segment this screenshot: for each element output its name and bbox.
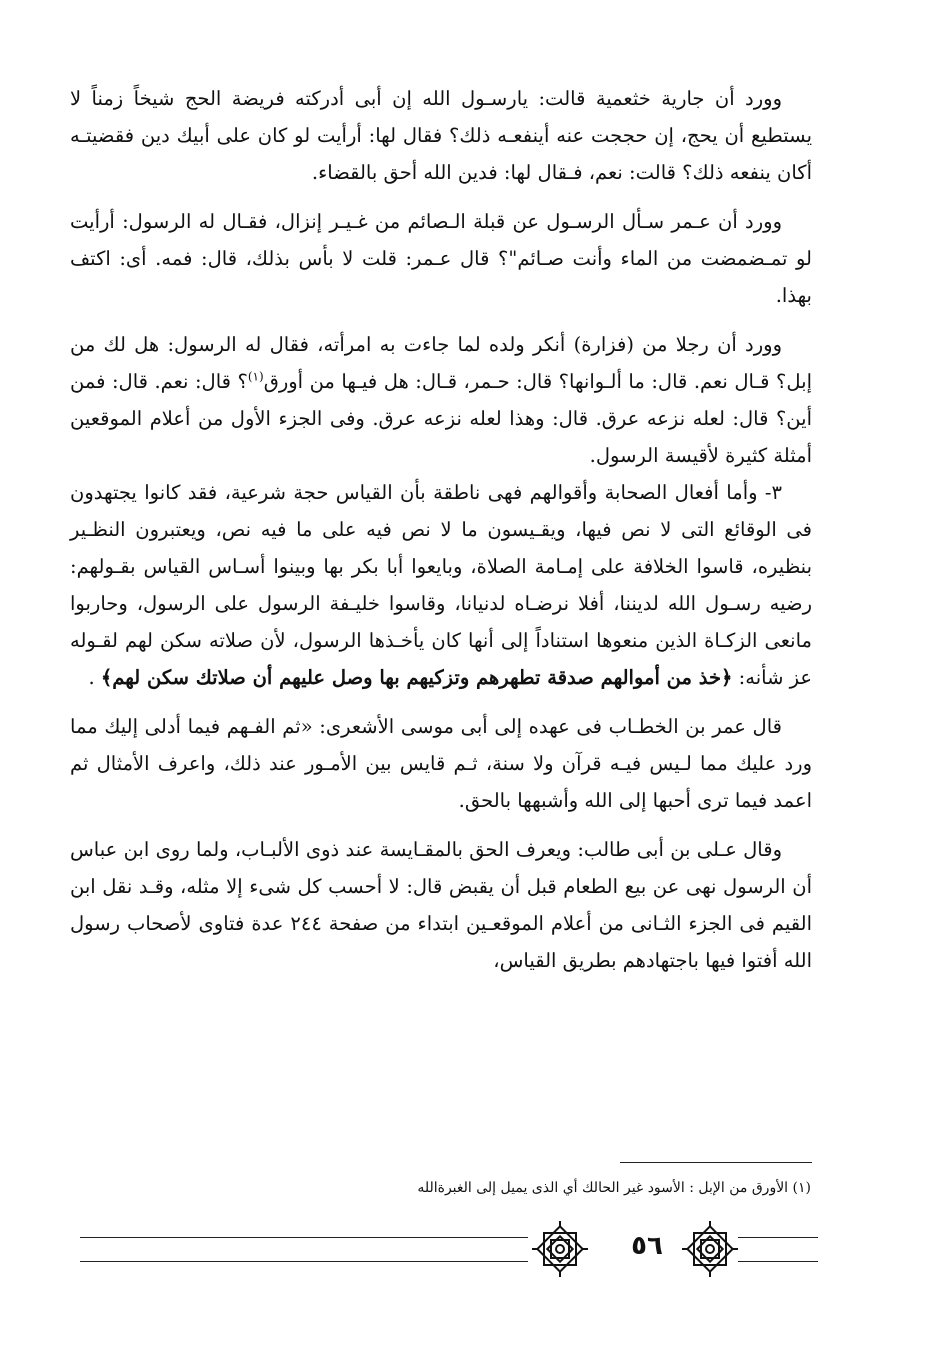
companions-text: ٣- وأما أفعال الصحابة وأقوالهم فهى ناطقة بأن القياس حجة شرعية، فقد كانوا يجتهدون فى الوقائع التى لا نص فيها، ويقـيسون ما لا نص فيه على ما فيه نص، ويعتبرون النظـير بنظيره، قاسوا الخلافة على إمـامة الصلاة، وبايعوا أبا بكر بها وبينوا أسـاس القياس بقـولهم: رضيه رسـول الله لديننا، أفلا نرضـاه لدنيانا، وقاسوا خليـفة الرسول على الرسول، وحاربوا مانعى الزكـاة الذين منعوها استناداً إلى أنها كان يأخـذها الرسول، لأن صلاته سكن لهم لقـوله عز شأنه: xyxy=(70,481,812,689)
paragraph-fazara xyxy=(70,326,812,474)
page-body xyxy=(70,80,812,979)
paragraph-companions xyxy=(70,474,812,696)
footer-rule-bottom-left xyxy=(80,1261,528,1262)
fazara-text-part2: ؟ قال: نعم. قال: فمن أين؟ قال: لعله نزعه عرق. قال: وهذا لعله نزعه عرق. وفى الجزء الأول من أعلام الموقعين أمثلة كثيرة لأقيسة الرسول. xyxy=(70,370,812,467)
footnote: (١) الأورق من الإبل : الأسود غير الحالك أي الذى يميل إلى الغبرةالله xyxy=(417,1180,811,1196)
paragraph-khathamiya: وورد أن جارية خثعمية قالت: يارسـول الله إن أبى أدركته فريضة الحج شيخاً زمناً لا يستطيع أن يحج، إن حججت عنه أينفعـه ذلك؟ فقال لها: أرأيت لو كان على أبيك دين فقضيتـه أكان ينفعه ذلك؟ قالت: نعم، فـقال لها: فدين الله أحق بالقضاء. xyxy=(70,87,812,184)
quran-verse: ﴿خذ من أموالهم صدقة تطهرهم وتزكيهم بها وصل عليهم أن صلاتك سكن لهم﴾ xyxy=(100,666,733,689)
footer-rule-bottom-right xyxy=(738,1261,818,1262)
footnote-marker: (١) xyxy=(247,369,264,384)
paragraph-ali: وقال عـلى بن أبى طالب: ويعرف الحق بالمقـايسة عند ذوى الألبـاب، ولما روى ابن عباس أن الرسول نهى عن بيع الطعام قبل أن يقبض قال: لا أحسب كل شىء إلا مثله، وقـد نقل ابن القيم فى الجزء الثـانى من أعلام الموقعـين ابتداء من صفحة ٢٤٤ عدة فتاوى لأصحاب رسول الله أفتوا فيها باجتهادهم بطريق القياس، xyxy=(70,838,812,972)
star-ornament-right-icon xyxy=(680,1219,740,1279)
companions-end: . xyxy=(88,666,95,689)
paragraph-umar-kiss: وورد أن عـمر سـأل الرسـول عن قبلة الـصائم من غـيـر إنزال، فقـال له الرسول: أرأيت لو تمـضمضت من الماء وأنت صـائم"؟ قال عـمر: قلت لا بأس بذلك، قال: فمه. أى: اكتف بهذا. xyxy=(70,210,812,307)
footer-rule-top-left xyxy=(80,1237,528,1238)
page-footer xyxy=(0,1215,929,1285)
fazara-text-part1: وورد أن رجلا من (فزارة) أنكر ولده لما جاءت به امرأته، فقال له الرسول: هل لك من إبل؟ قـال نعم. قال: ما ألـوانها؟ قال: حـمر، قـال: هل فيـها من أورق xyxy=(70,333,812,393)
star-ornament-left-icon xyxy=(530,1219,590,1279)
footnote-divider xyxy=(620,1162,812,1163)
paragraph-umar-letter: قال عمر بن الخطـاب فى عهده إلى أبى موسى الأشعرى: «ثم الفـهم فيما أدلى إليك مما ورد عليك مما لـيس فيـه قرآن ولا سنة، ثـم قايس بين الأمـور عند ذلك، واعرف الأمثال ثم اعمد فيما ترى أحبها إلى الله وأشبهها بالحق. xyxy=(70,715,812,812)
page-number: ٥٦ xyxy=(631,1231,663,1261)
footer-rule-top-right xyxy=(738,1237,818,1238)
